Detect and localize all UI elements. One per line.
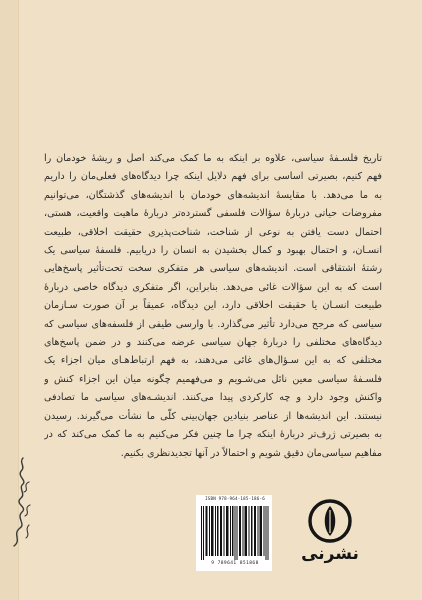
- blurb-line: طبیعت انسـان یا حقیقت اخلاقی دارد، این دیدگاه، عمیقاً بر آن صورت سـازمان: [44, 300, 382, 312]
- designer-signature-icon: [4, 450, 38, 550]
- blurb-line: به بصیرتی ژرف‌تر دربارهٔ اینکه چرا ما چنین فکر می‌کنیم به ما کمک می‌کند که در: [44, 429, 382, 441]
- publisher-logo-icon: [308, 498, 352, 544]
- blurb-line: رشتهٔ اشتقاقی است. اندیشه‌های سیاسی هر متفکری سخت تحت‌تأثیر پاسخ‌هایی: [44, 263, 382, 275]
- blurb-line: احتمال دست یافتن به نوعی از شناخت، شناخت‌پذیری حقیقت اخلاقی، طبیعت: [44, 226, 382, 238]
- blurb-line: مفاهیم سیاسی‌مان دقیق شویم و احتمالاً در آنها تجدیدنظری بکنیم.: [120, 447, 382, 459]
- blurb-line: تاریخ فلسـفهٔ سیاسی، علاوه بر اینکه به ما کمک می‌کند اصل و ریشهٔ خودمان را: [44, 153, 382, 164]
- blurb-line: نیستند. این اندیشه‌ها از عناصر بنیادین جهان‌بینی کلّی ما نشأت می‌گیرند. رسیدن: [44, 410, 382, 422]
- blurb-line: انسـان، و احتمال بهبود و کمال بخشیدن به انسان را دریابیم. فلسفهٔ سیاسی یک: [44, 245, 382, 257]
- blurb-line: است که به این سؤالات غائی می‌دهد. بنابراین، اگر متفکری دیدگاه خاصی دربارهٔ: [44, 281, 382, 293]
- barcode-icon: [201, 506, 269, 560]
- blurb-line: فلسـفهٔ سیاسی معین نائل می‌شـویم و می‌فهمیم چگونه میان این اجزاء کنش و: [44, 373, 382, 385]
- blurb-line: فهم کنیم، بصیرتی اساسی برای فهم دلایل اینکه چرا دیدگاه‌های فعلی‌مان را داریم: [44, 171, 382, 183]
- blurb-line: واکنش وجود دارد و چه کارکردی پیدا می‌کنند. اندیشـه‌های سیاسی ما تصادفی: [44, 392, 382, 404]
- publisher-name: نشرنی: [301, 544, 359, 564]
- blurb-line: دیدگاه‌های مختلفی را دربارهٔ جهان سیاسی عرضه می‌کنند و در ضمن پاسخ‌های: [44, 337, 382, 349]
- blurb-line: مفروضات حیاتی دربارهٔ سؤالات فلسفی گسترده‌تر دربارهٔ ماهیت واقعیت، هستی،: [44, 208, 382, 220]
- back-cover-blurb: [44, 150, 382, 463]
- barcode-number: 9 789641 851868: [211, 561, 259, 566]
- blurb-line: مختلفی که به این سـؤال‌های غائی می‌دهند، به فهم ارتباط‌هـای میان اجزاء یک: [44, 355, 382, 367]
- blurb-line: سیاسی که مرجح می‌دارد تأثیر می‌گذارد. با وارسی طیفی از فلسفه‌های سیاسی که: [44, 318, 382, 330]
- blurb-line: به ما می‌دهد. با مقایسهٔ اندیشه‌های خودمان با اندیشه‌های گذشتگان، می‌توانیم: [44, 189, 382, 201]
- isbn-label: ISBN 978-964-185-186-6: [205, 496, 265, 501]
